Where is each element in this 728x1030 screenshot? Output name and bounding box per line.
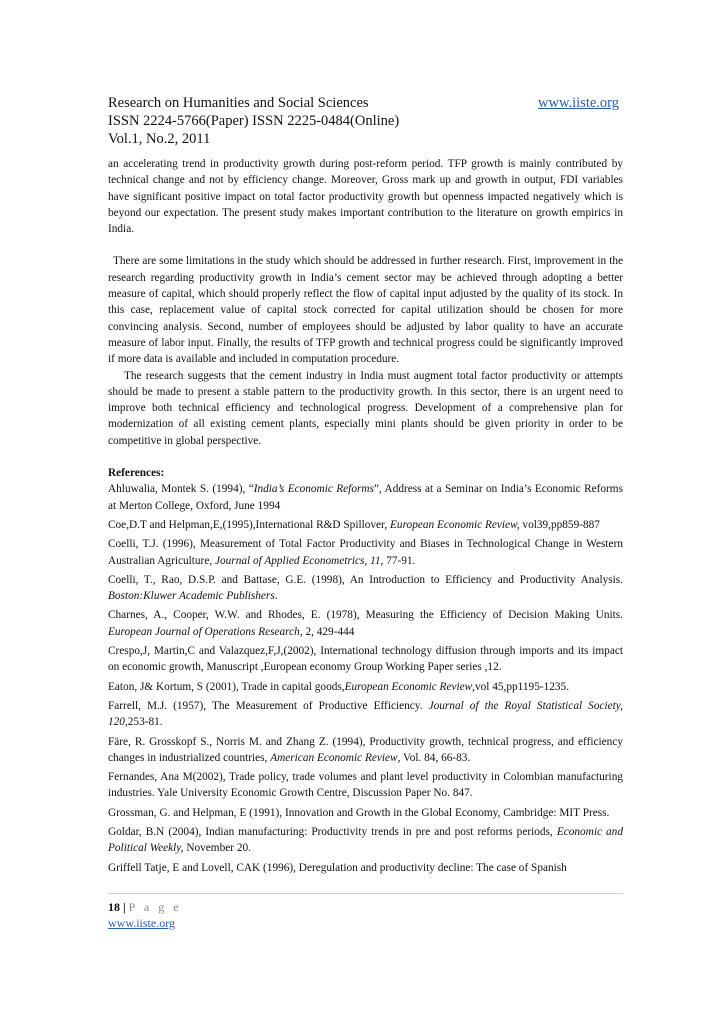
reference-source-title: Journal of Applied Econometrics, 11 — [214, 554, 381, 567]
reference-text: Crespo,J, Martin,C and Valazquez,F,J,(2002), International technology diffusion through imports and its impact on economic growth, Manuscript ,European economy Group Working Paper series ,12. — [108, 645, 623, 674]
volume-line: Vol.1, No.2, 2011 — [108, 131, 211, 147]
reference-item — [108, 860, 623, 876]
paragraph: The research suggests that the cement industry in India must augment total factor productivity or attempts should be made to present a stable pattern to the productivity growth. In this sector, there is an urgent need to improve both technical efficiency and technological progress. Development of a comprehensive plan for modernization of all existing cement plants, especially mini plants should be given priority in order to be competitive in global perspective. — [108, 369, 623, 447]
reference-source-title: Journal of the Royal Statistical Society, 120, — [108, 699, 623, 729]
reference-source-title: Economic and Political Weekly, — [108, 825, 623, 855]
reference-text: . — [274, 590, 278, 603]
reference-text: , 77-91. — [380, 554, 416, 567]
reference-item — [108, 734, 623, 767]
reference-item — [108, 805, 623, 821]
reference-item — [108, 607, 623, 640]
reference-item — [108, 698, 623, 731]
reference-item — [108, 769, 623, 802]
reference-text: ”, Address at a Seminar on India’s Economic Reforms at Merton College, Oxford, June 1994 — [108, 483, 623, 512]
reference-text: , 2, 429-444 — [299, 625, 355, 638]
reference-text: Grossman, G. and Helpman, E (1991), Innovation and Growth in the Global Economy, Cambridge: MIT Press. — [108, 806, 610, 819]
reference-text: , Vol. 84, 66-83. — [397, 751, 471, 764]
reference-source-title: European Economic Review, — [390, 518, 520, 531]
issn-line: ISSN 2224-5766(Paper) ISSN 2225-0484(Online) — [108, 113, 400, 129]
reference-text: Farrell, M.J. (1957), The Measurement of Productive Efficiency. — [108, 699, 429, 712]
reference-item — [108, 517, 623, 533]
page-word: P a g e — [128, 900, 182, 914]
reference-text: Ahluwalia, Montek S. (1994), “ — [108, 483, 254, 496]
reference-item — [108, 824, 623, 857]
reference-text: November 20. — [183, 842, 251, 855]
reference-text: Eaton, J& Kortum, S (2001), Trade in capital goods, — [108, 680, 345, 693]
reference-text: Coelli, T.J. (1996), Measurement of Total Factor Productivity and Biases in Technological Change in Western Australian Agriculture, — [108, 538, 623, 567]
reference-text: vol39,pp859-887 — [519, 518, 600, 531]
references-list — [108, 481, 623, 876]
page-header — [108, 94, 623, 148]
reference-source-title: American Economic Review — [270, 751, 398, 764]
reference-text: Coelli, T., Rao, D.S.P. and Battase, G.E. (1998), An Introduction to Efficiency and Productivity Analysis. — [108, 573, 623, 586]
reference-text: ,vol 45,pp1195-1235. — [472, 680, 570, 693]
reference-source-title: Boston:Kluwer Academic Publishers — [108, 590, 275, 603]
paragraph: an accelerating trend in productivity growth during post-reform period. TFP growth is mainly contributed by technical change and not by efficiency change. Moreover, Gross mark up and growth in output, FDI variables have significant positive impact on total factor productivity growth but openness impacted negatively which is beyond our expectation. The present study makes important contribution to the literature on growth empirics in India. — [108, 158, 623, 236]
reference-source-title: European Economic Review — [344, 680, 473, 693]
footer-website-link[interactable]: www.iiste.org — [108, 916, 175, 930]
reference-text: Griffell Tatje, E and Lovell, CAK (1996), Deregulation and productivity decline: The case of Spanish — [108, 861, 567, 874]
reference-item — [108, 572, 623, 605]
reference-item — [108, 481, 623, 514]
header-website-link[interactable]: www.iiste.org — [538, 95, 619, 111]
reference-source-title: European Journal of Operations Research — [108, 625, 300, 638]
page-footer — [108, 893, 623, 931]
page-number: 18 — [108, 900, 120, 914]
reference-item — [108, 536, 623, 569]
reference-text: Fernandes, Ana M(2002), Trade policy, trade volumes and plant level productivity in Colombian manufacturing industries. Yale University Economic Growth Centre, Discussion Paper No. 847. — [108, 771, 623, 800]
article-body — [108, 156, 623, 879]
reference-item — [108, 643, 623, 676]
page-separator: | — [123, 900, 126, 914]
journal-title: Research on Humanities and Social Sciences — [108, 95, 369, 111]
references-heading: References: — [108, 467, 165, 480]
reference-text: Charnes, A., Cooper, W.W. and Rhodes, E. (1978), Measuring the Efficiency of Decision Making Units. — [108, 609, 623, 622]
reference-text: Goldar, B.N (2004), Indian manufacturing: Productivity trends in pre and post reforms periods, — [108, 825, 557, 838]
reference-source-title: India’s Economic Reforms — [253, 483, 374, 496]
paragraph: There are some limitations in the study which should be addressed in further research. First, improvement in the research regarding productivity growth in India’s cement sector may be achieved through adopting a better measure of capital, which should properly reflect the flow of capital input adjusted by the quality of its stock. In this case, replacement value of capital stock corrected for capital utilization should be chosen for more convincing analysis. Second, number of employees should be adjusted by labor quality to have an accurate measure of labor input. Finally, the results of TFP growth and technical progress could be significantly improved if more data is available and included in computation procedure. — [108, 255, 623, 366]
reference-text: 253-81. — [127, 716, 163, 729]
reference-item — [108, 679, 623, 695]
reference-text: Färe, R. Grosskopf S., Norris M. and Zhang Z. (1994), Productivity growth, technical progress, and efficiency changes in industrialized countries, — [108, 735, 623, 764]
reference-text: Coe,D.T and Helpman,E,(1995),International R&D Spillover, — [108, 518, 391, 531]
